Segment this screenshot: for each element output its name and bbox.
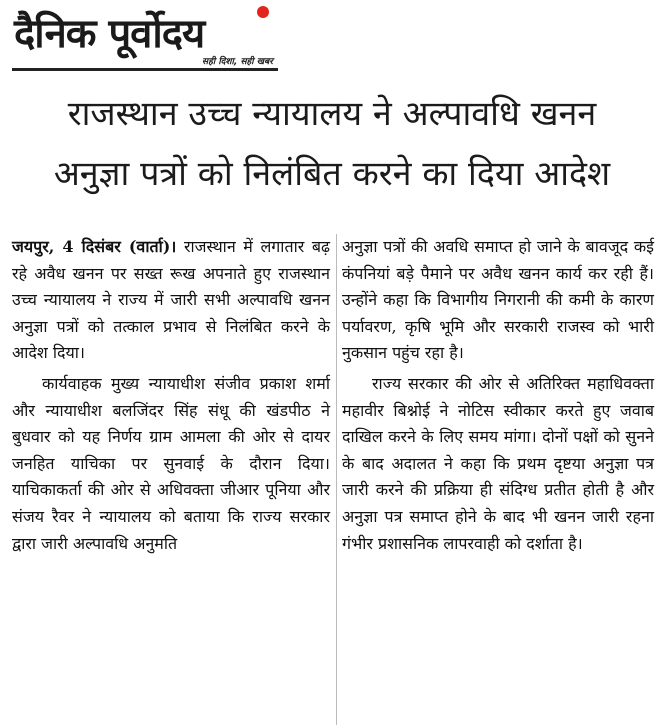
masthead — [0, 0, 664, 78]
article-column-left — [12, 234, 330, 557]
newspaper-brand: दैनिक पूर्वोदय — [14, 11, 205, 57]
brand-dot-icon — [257, 6, 269, 18]
headline-line-2: अनुज्ञा पत्रों को निलंबित करने का दिया आदेश — [53, 154, 611, 194]
masthead-rule — [12, 68, 278, 71]
paragraph-2: कार्यवाहक मुख्य न्यायाधीश संजीव प्रकाश शर्मा और न्यायाधीश बलजिंदर सिंह संधू की खंडपीठ ने बुधवार को यह निर्णय ग्राम आमला की ओर से दायर जनहित याचिका पर सुनवाई के दौरान दिया। याचिकाकर्ता की ओर से अधिवक्ता जीआर पूनिया और संजय रैवर ने न्यायालय को बताया कि राज्य सरकार द्वारा जारी अल्पावधि अनुमति — [12, 373, 330, 553]
dateline: जयपुर, 4 दिसंबर (वार्ता)। — [12, 237, 177, 256]
article-body — [0, 234, 664, 725]
headline-line-1: राजस्थान उच्च न्यायालय ने अल्पावधि खनन — [67, 94, 597, 134]
paragraph-1-text: राजस्थान में लगातार बढ़ रहे अवैध खनन पर सख्त रूख अपनाते हुए राजस्थान उच्च न्यायालय ने राज्य में जारी सभी अल्पावधि खनन अनुज्ञा पत्रों को तत्काल प्रभाव से निलंबित करने के आदेश दिया। — [12, 237, 331, 363]
paragraph-3: अनुज्ञा पत्रों की अवधि समाप्त हो जाने के बावजूद कई कंपनियां बड़े पैमाने पर अवैध खनन कार्य कर रही हैं। उन्होंने कहा कि विभागीय निगरानी की कमी के कारण पर्यावरण, कृषि भूमि और सरकारी राजस्व को भारी नुकसान पहुंच रहा है। — [342, 237, 654, 363]
paragraph-1 — [12, 234, 330, 367]
paragraph-4: राज्य सरकार की ओर से अतिरिक्त महाधिवक्ता महावीर बिश्नोई ने नोटिस स्वीकार करते हुए जवाब दाखिल करने के लिए समय मांगा। दोनों पक्षों को सुनने के बाद अदालत ने कहा कि प्रथम दृष्टया अनुज्ञा पत्र जारी करने की प्रक्रिया ही संदिग्ध प्रतीत होती है और अनुज्ञा पत्र समाप्त होने के बाद भी खनन जारी रहना गंभीर प्रशासनिक लापरवाही को दर्शाता है। — [342, 373, 654, 553]
newspaper-tagline: सही दिशा, सही खबर — [202, 57, 273, 67]
column-divider — [336, 234, 337, 725]
article-headline — [0, 84, 664, 204]
article-column-right — [342, 234, 654, 557]
